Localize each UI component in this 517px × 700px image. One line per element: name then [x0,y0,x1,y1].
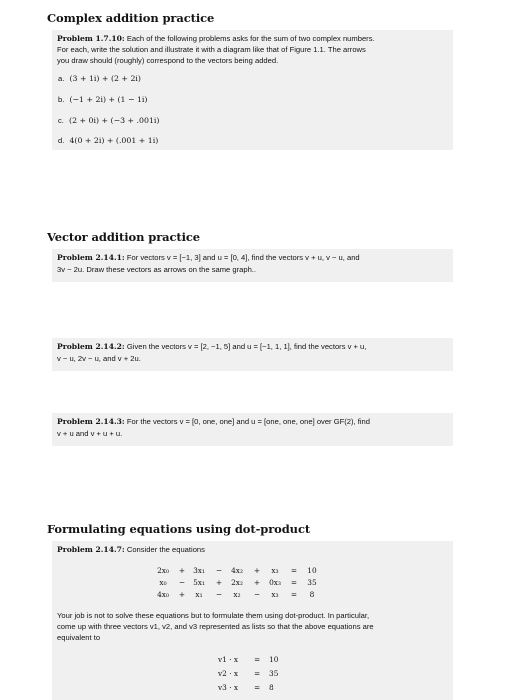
dot-eq-sign: = [254,683,261,692]
problem-line [57,341,366,352]
eq-term: 2x₀ [157,566,169,575]
list-item [58,115,159,126]
eq-op: = [290,578,298,587]
section-heading-vector: Vector addition practice [47,230,201,244]
eq-term: x₃ [271,566,279,575]
problem-line [57,544,205,555]
item-expression: (2 + 0i) + (−3 + .001i) [69,116,160,125]
item-expression: (−1 + 2i) + (1 − 1i) [69,95,148,104]
dot-eq-sign: = [254,655,261,664]
list-item [58,94,147,105]
problem-text: For vectors v = [−1, 3] and u = [0, 4], find the vectors v + u, v − u, and [126,253,360,262]
item-label: a. [58,74,65,83]
problem-line [57,416,370,427]
problem-label: Problem 2.14.1: [57,253,125,262]
problem-line: v − u, 2v − u, and v + 2u. [57,354,141,363]
paragraph-line: equivalent to [57,633,101,642]
list-item [58,135,158,146]
eq-op: − [215,566,223,575]
eq-term: 0x₃ [269,578,281,587]
eq-op: − [215,590,223,599]
problem-text: Given the vectors v = [2, −1, 5] and u = [−1, 1, 1], find the vectors v + u, [126,342,367,351]
eq-term: 4x₀ [157,590,169,599]
problem-box-2-14-3 [52,413,453,446]
eq-rhs: 35 [307,578,317,587]
section-heading-dot-product: Formulating equations using dot-product [47,522,311,536]
eq-term: 5x₁ [193,578,205,587]
item-expression: (3 + 1i) + (2 + 2i) [69,74,141,83]
problem-text: Each of the following problems asks for the sum of two complex numbers. [126,34,375,43]
eq-op: + [215,578,223,587]
eq-op: + [253,566,261,575]
problem-box-2-14-1 [52,249,453,282]
problem-text: Consider the equations [126,545,205,554]
dot-lhs: v3 · x [218,683,239,692]
item-label: b. [58,95,65,104]
eq-op: + [253,578,261,587]
section-heading-complex: Complex addition practice [47,11,215,25]
problem-line [57,252,360,263]
eq-term: x₁ [195,590,203,599]
eq-term: 3x₁ [193,566,205,575]
problem-line: v + u and v + u + u. [57,429,123,438]
eq-term: x₀ [159,578,167,587]
problem-label: Problem 1.7.10: [57,34,125,43]
problem-label: Problem 2.14.7: [57,545,125,554]
dot-lhs: v2 · x [218,669,239,678]
eq-op: − [178,578,186,587]
list-item [58,73,141,84]
problem-label: Problem 2.14.3: [57,417,125,426]
problem-line: 3v − 2u. Draw these vectors as arrows on the same graph.. [57,265,257,274]
eq-term: x₃ [271,590,279,599]
eq-op: = [290,566,298,575]
paragraph-line: Your job is not to solve these equations but to formulate them using dot-product. In particular, [57,611,370,620]
eq-op: + [178,566,186,575]
dot-rhs: 8 [269,683,274,692]
eq-op: − [253,590,261,599]
eq-term: 2x₂ [231,578,243,587]
dot-eq-sign: = [254,669,261,678]
item-label: c. [58,116,64,125]
eq-op: + [178,590,186,599]
problem-line [57,33,375,44]
eq-rhs: 8 [309,590,315,599]
dot-rhs: 10 [269,655,279,664]
problem-label: Problem 2.14.2: [57,342,125,351]
item-expression: 4(0 + 2i) + (.001 + 1i) [69,136,159,145]
eq-op: = [290,590,298,599]
eq-term: 4x₂ [231,566,243,575]
problem-box-2-14-2 [52,338,453,371]
problem-line: For each, write the solution and illustrate it with a diagram like that of Figure 1.1. The arrows [57,45,366,54]
eq-rhs: 10 [307,566,317,575]
paragraph-line: come up with three vectors v1, v2, and v3 represented as lists so that the above equations are [57,622,374,631]
problem-box-2-14-7 [52,541,453,700]
problem-line: you draw should (roughly) correspond to the vectors being added. [57,56,279,65]
eq-term: x₂ [233,590,241,599]
problem-text: For the vectors v = [0, one, one] and u = [one, one, one] over GF(2), find [126,417,370,426]
problem-box-1-7-10 [52,30,453,150]
item-label: d. [58,136,65,145]
dot-lhs: v1 · x [218,655,239,664]
dot-rhs: 35 [269,669,279,678]
